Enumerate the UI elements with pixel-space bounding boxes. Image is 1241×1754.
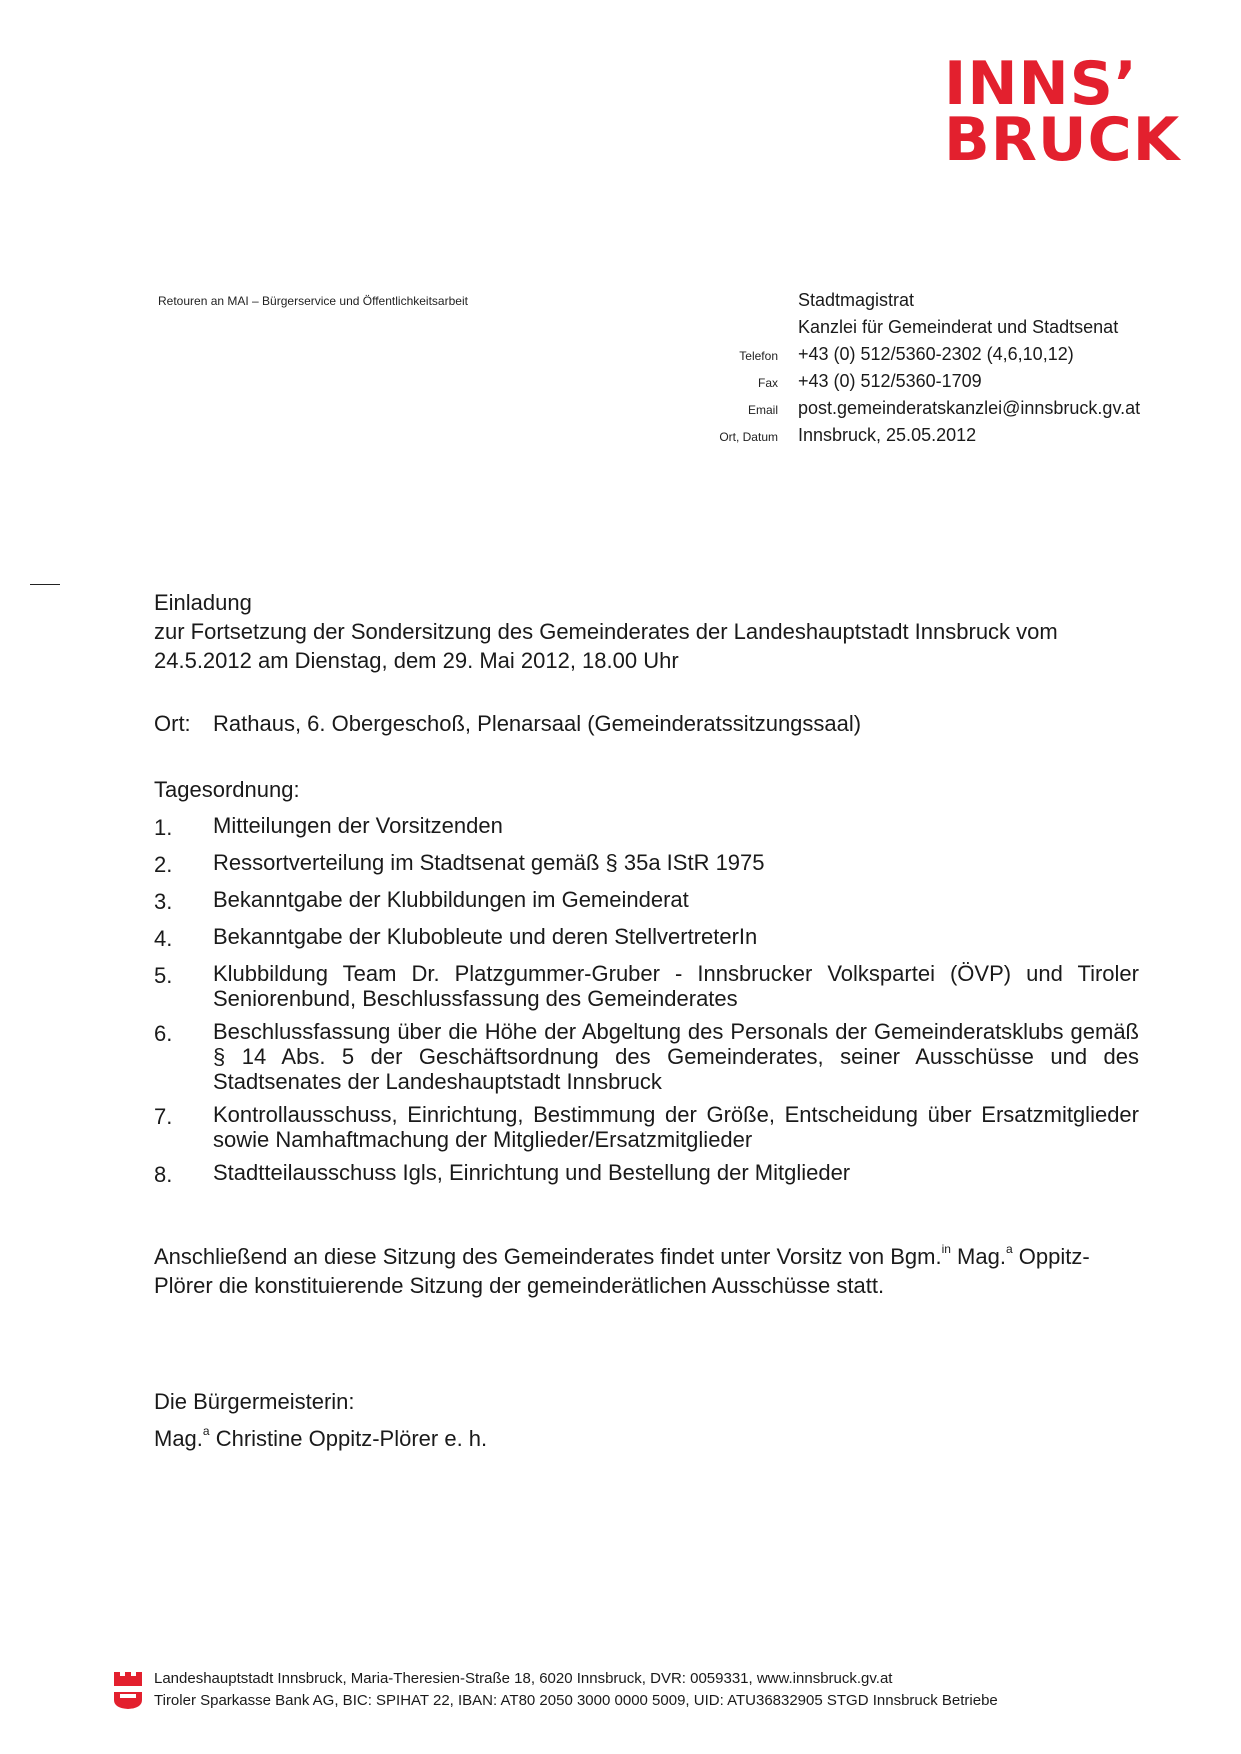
agenda-item [154,850,1139,879]
contact-office-row [690,317,1210,344]
location [154,709,1139,738]
letter-body [154,588,1139,1461]
department: Stadtmagistrat [798,290,915,310]
contact-email-row [690,398,1210,425]
phone-label: Telefon [739,349,778,363]
agenda-item [154,1160,1139,1189]
contact-department-row [690,290,1210,317]
agenda-item-number: 2. [154,852,173,877]
agenda-item [154,887,1139,916]
contact-phone-row [690,344,1210,371]
logo-line-1: INNS’ [944,49,1138,119]
agenda-item-text: Stadtteilausschuss Igls, Einrichtung und Bestellung der Mitglieder [213,1160,851,1185]
agenda-item-text: Klubbildung Team Dr. Platzgummer-Gruber - Innsbrucker Volkspartei (ÖVP) und Tiroler Seniorenbund, Beschlussfassung des Gemeinderates [213,961,1139,1011]
location-value: Rathaus, 6. Obergeschoß, Plenarsaal (Gemeinderatssitzungssaal) [213,711,862,736]
agenda-item-text: Beschlussfassung über die Höhe der Abgeltung des Personals der Gemeinderatsklubs gemäß § 14 Abs. 5 der Geschäftsordnung des Gemeinderates, seiner Ausschüsse und des Stadtsenates der Landeshauptstadt Innsbruck [213,1019,1139,1094]
agenda-item [154,1102,1139,1152]
email-address: post.gemeinderatskanzlei@innsbruck.gv.at [798,398,1141,418]
agenda-item-number: 6. [154,1021,173,1046]
location-label: Ort: [154,711,191,736]
office: Kanzlei für Gemeinderat und Stadtsenat [798,317,1119,337]
closing-paragraph: Anschließend an diese Sitzung des Gemeinderates findet unter Vorsitz von Bgm.$^{in}$ Mag.$^a$ Oppitz-Plörer die konstituierende Sitzung der gemeinderätlichen Ausschüsse statt. [154,1242,1090,1298]
subject-title: Einladung [154,590,252,615]
signature-role: Die Bürgermeisterin: [154,1389,355,1414]
fold-mark [30,584,60,585]
agenda-list [154,813,1139,1189]
signature-name: Mag.$^a$ Christine Oppitz-Plörer e. h. [154,1424,488,1451]
place-date: Innsbruck, 25.05.2012 [798,425,977,445]
signature-block [154,1387,1139,1453]
footer-line-2: Tiroler Sparkasse Bank AG, BIC: SPIHAT 22, IBAN: AT80 2050 3000 0000 5009, UID: ATU36832905 STGD Innsbruck Betriebe [154,1692,998,1709]
fax-number: +43 (0) 512/5360-1709 [798,371,982,391]
agenda-item [154,961,1139,1011]
innsbruck-logo [944,49,1184,175]
agenda-title: Tagesordnung: [154,777,300,802]
agenda-item-number: 4. [154,926,173,951]
agenda-item-text: Ressortverteilung im Stadtsenat gemäß § 35a IStR 1975 [213,850,765,875]
agenda-item-number: 7. [154,1104,173,1129]
agenda-item-number: 8. [154,1162,173,1187]
agenda-item [154,1019,1139,1094]
contact-block [690,290,1210,452]
agenda-item-text: Kontrollausschuss, Einrichtung, Bestimmung der Größe, Entscheidung über Ersatzmitglieder sowie Namhaftmachung der Mitglieder/Ersatzmitglieder [213,1102,1139,1152]
return-address: Retouren an MAI – Bürgerservice und Öffentlichkeitsarbeit [158,294,468,308]
phone-number: +43 (0) 512/5360-2302 (4,6,10,12) [798,344,1074,364]
agenda-item-text: Bekanntgabe der Klubobleute und deren StellvertreterIn [213,924,758,949]
subject [154,588,1139,675]
agenda-item-number: 3. [154,889,173,914]
email-label: Email [747,403,778,417]
agenda-item [154,924,1139,953]
date-label: Ort, Datum [719,430,778,444]
fax-label: Fax [757,376,778,390]
logo-line-2: BRUCK [944,105,1181,175]
agenda-item-text: Bekanntgabe der Klubbildungen im Gemeinderat [213,887,689,912]
contact-date-row [690,425,1210,452]
footer-text [154,1668,998,1712]
agenda-item-number: 5. [154,963,173,988]
contact-fax-row [690,371,1210,398]
footer-line-1: Landeshauptstadt Innsbruck, Maria-Theresien-Straße 18, 6020 Innsbruck, DVR: 0059331, www.innsbruck.gv.at [154,1670,893,1687]
agenda-item-text: Mitteilungen der Vorsitzenden [213,813,503,838]
subject-line-2: zur Fortsetzung der Sondersitzung des Gemeinderates der Landeshauptstadt Innsbruck vom [154,619,1058,644]
coat-of-arms-icon [112,1670,144,1710]
agenda-item [154,813,1139,842]
agenda-item-number: 1. [154,815,173,840]
subject-line-3: 24.5.2012 am Dienstag, dem 29. Mai 2012, 18.00 Uhr [154,648,679,673]
